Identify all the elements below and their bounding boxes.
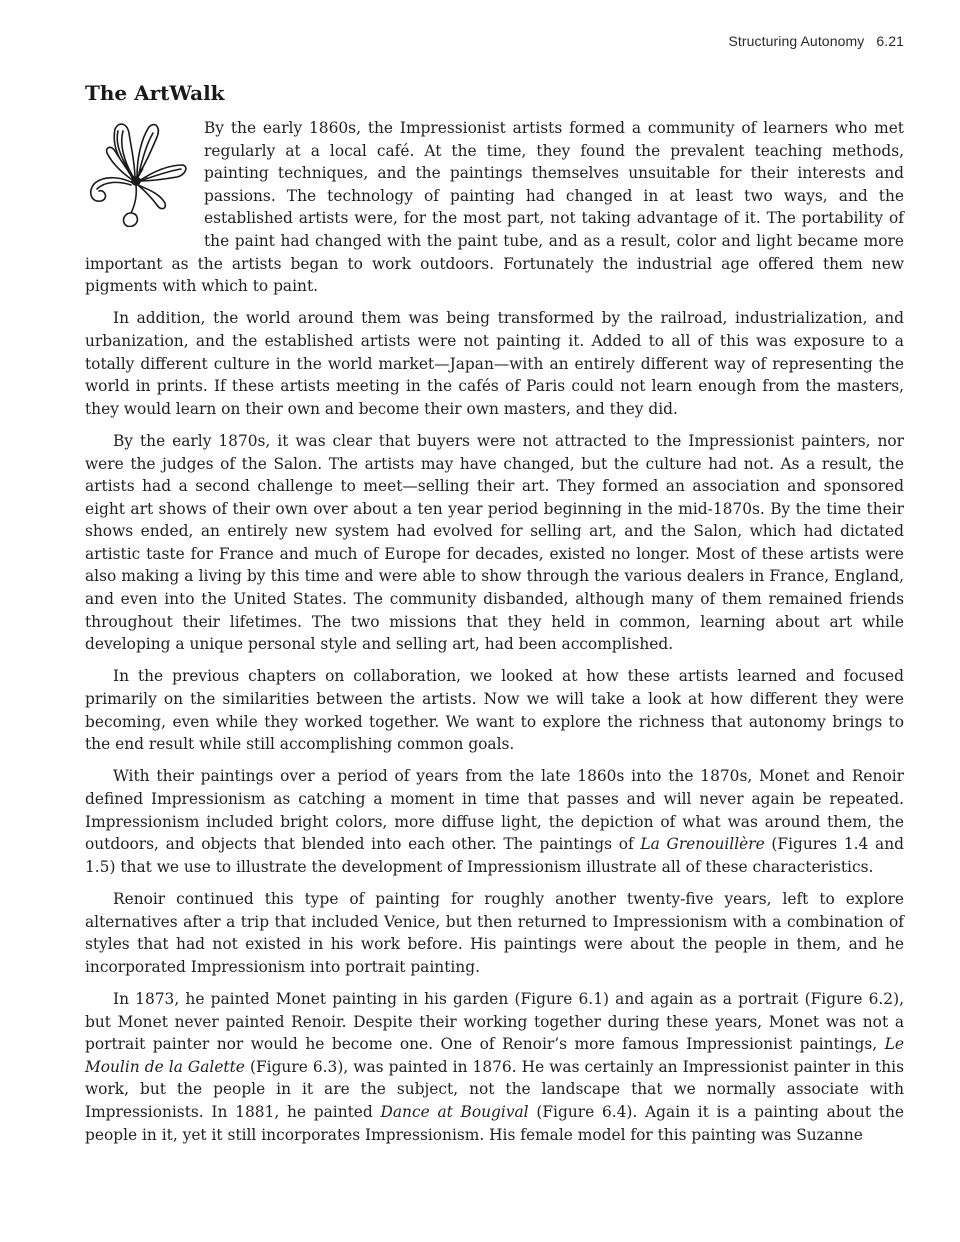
paragraph-6: Renoir continued this type of painting for roughly another twenty-five years, left to explore alternatives after a trip that included Venice, but then returned to Impressionism with a combination of styles that had not existed in his work before. His paintings were about the people in them, and he incorporated Impressionism into portrait painting. [85, 889, 904, 976]
running-title: Structuring Autonomy [728, 33, 865, 49]
section-title: The ArtWalk [85, 81, 225, 105]
paragraph-5-text-b: (Figures 1.4 and 1.5) that we use to illustrate the development of Impressionism illustrate all of these characteristics. [85, 835, 904, 876]
paragraph-7-text-a: In 1873, he painted Monet painting in his garden (Figure 6.1) and again as a portrait (Figure 6.2), but Monet never painted Renoir. Despite their working together during these years, Monet was not a portrait painter nor would he become one. One of Renoir’s more famous Impressionist paintings, [85, 989, 904, 1054]
paragraph-3: By the early 1870s, it was clear that buyers were not attracted to the Impressionist painters, nor were the judges of the Salon. The artists may have changed, but the culture had not. As a result, the artists had a second challenge to meet—selling their art. They formed an association and sponsored eight art shows of their own over about a ten year period beginning in the mid-1870s. By the time their shows ended, an entirely new system had evolved for selling art, and the Salon, which had dictated artistic taste for France and much of Europe for decades, existed no longer. Most of these artists were also making a living by this time and were able to show through the various dealers in France, England, and even into the United States. The community disbanded, although many of them remained friends throughout their lifetimes. The two missions that they held in common, learning about art while developing a unique personal style and selling art, had been accomplished. [85, 431, 904, 654]
paragraph-4: In the previous chapters on collaboration, we looked at how these artists learned and focused primarily on the similarities between the artists. Now we will take a look at how different they were becoming, even while they worked together. We want to explore the richness that autonomy brings to the end result while still accomplishing common goals. [85, 667, 904, 754]
flower-icon [85, 119, 188, 227]
painting-title-la-grenouillere: La Grenouillère [640, 835, 765, 854]
running-header [728, 33, 904, 49]
paragraph-5 [85, 765, 904, 878]
paragraph-7-text-b: (Figure 6.3), was painted in 1876. He was certainly an Impressionist painter in this work, but the people in it are the subject, not the landscape that we normally associate with Impressionists. In 1881, he painted [85, 1057, 904, 1121]
painting-title-moulin: Le Moulin de la Galette [85, 1035, 904, 1076]
paragraph-2: In addition, the world around them was being transformed by the railroad, industrialization, and urbanization, and the established artists were not painting it. Added to all of this was exposure to a totally different culture in the world market—Japan—with an entirely different way of representing the world in prints. If these artists meeting in the cafés of Paris could not learn enough from the masters, they would learn on their own and become their own masters, and they did. [85, 309, 904, 418]
paragraph-5-text-a: With their paintings over a period of years from the late 1860s into the 1870s, Monet and Renoir defined Impressionism as catching a moment in time that passes and will never again be repeated. Impressionism included bright colors, more diffuse light, the depiction of what was around them, the outdoors, and objects that blended into each other. The paintings of [85, 767, 904, 854]
page-number: 6.21 [876, 33, 904, 49]
painting-title-bougival: Dance at Bougival [380, 1102, 529, 1121]
paragraph-7-text-c: (Figure 6.4). Again it is a painting about the people in it, yet it still incorporates Impressionism. His female model for this painting was Suzanne [85, 1102, 904, 1144]
page-body [85, 78, 904, 1156]
paragraph-7 [85, 988, 904, 1146]
paragraph-1: By the early 1860s, the Impressionist artists formed a community of learners who met regularly at a local café. At the time, they found the prevalent teaching methods, painting techniques, and the paintings themselves unsuitable for their interests and passions. The technology of painting had changed in at least two ways, and the established artists were, for the most part, not taking advantage of it. The portability of the paint had changed with the paint tube, and as a result, color and light became more important as the artists began to work outdoors. Fortunately the industrial age offered them new pigments with which to paint. [85, 119, 904, 296]
